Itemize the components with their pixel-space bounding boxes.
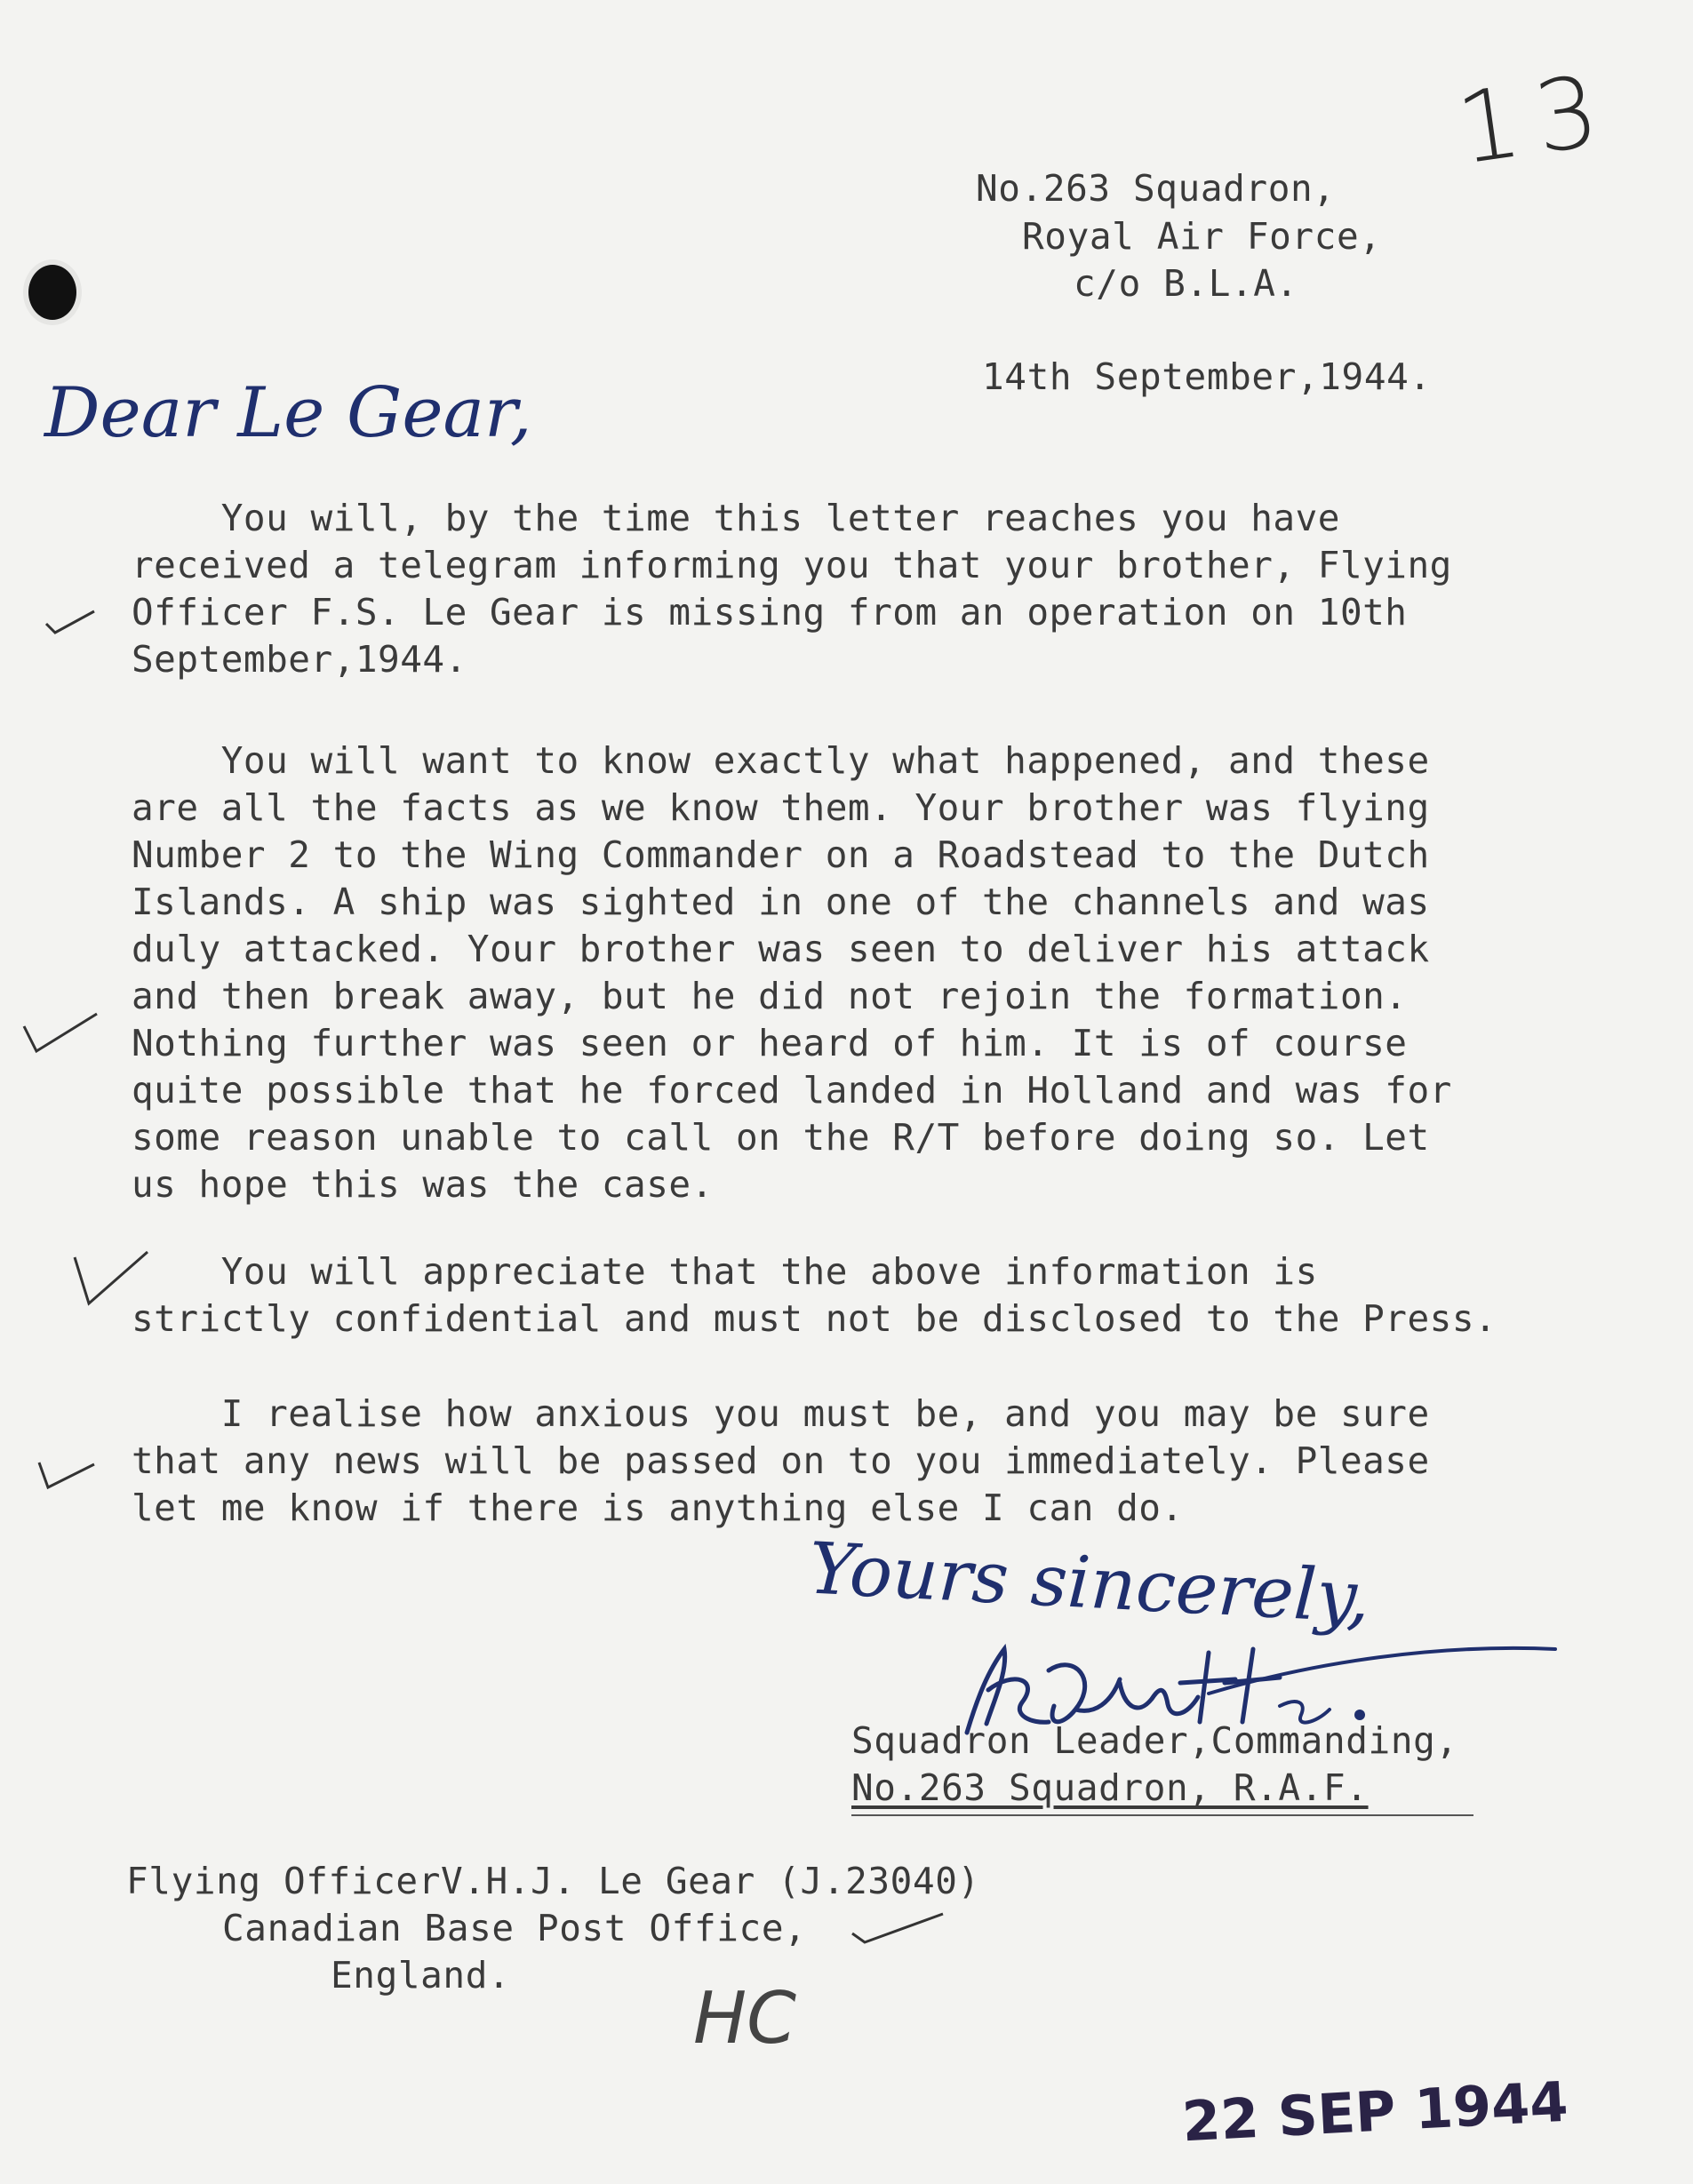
initials: HC xyxy=(693,1977,797,2060)
check-mark-icon xyxy=(44,604,98,640)
address-line: c/o B.L.A. xyxy=(1074,262,1298,305)
underline-rule xyxy=(851,1813,1473,1818)
check-mark-icon xyxy=(71,1248,151,1311)
body-paragraph: You will appreciate that the above information is strictly confidential and must not be disclosed to the Press. xyxy=(132,1250,1497,1340)
received-date-stamp: 22 SEP 1944 xyxy=(1180,2068,1570,2155)
body-paragraph: You will want to know exactly what happened, and these are all the facts as we know them. Your brother was flying Number 2 to the Wing Commander on a Roadstead to the Dutch Islands. A ship was sighted in one of the channels and was duly attacked. Your brother was seen to deliver his attack and then break away, but he did not rejoin the formation. Nothing further was seen or heard of him. It is of course quite possible that he forced landed in Holland and was for some reason unable to call on the R/T before doing so. Let us hope this was the case. xyxy=(132,739,1452,1206)
check-mark-icon xyxy=(22,1008,102,1062)
address-line: Royal Air Force, xyxy=(1022,215,1382,258)
signatory-title: Squadron Leader,Commanding, xyxy=(851,1719,1458,1762)
body-paragraph: You will, by the time this letter reaches you have received a telegram informing you that your brother, Flying Officer F.S. Le Gear is missing from an operation on 10th September,1944. xyxy=(132,497,1452,681)
recipient-line: Flying OfficerV.H.J. Le Gear (J.23040) xyxy=(126,1860,980,1902)
page-number: 13 xyxy=(1449,52,1622,187)
check-mark-icon xyxy=(849,1910,946,1946)
address-line: No.263 Squadron, xyxy=(976,167,1336,210)
recipient-line: Canadian Base Post Office, xyxy=(222,1907,807,1949)
letter-date: 14th September,1944. xyxy=(982,355,1432,398)
salutation: Dear Le Gear, xyxy=(44,373,532,453)
signatory-unit: No.263 Squadron, R.A.F. xyxy=(851,1766,1369,1809)
body-paragraph: I realise how anxious you must be, and you may be sure that any news will be passed on to you immediately. Please let me know if there is anything else I can do. xyxy=(132,1392,1430,1529)
punch-hole xyxy=(28,265,76,320)
closing: Yours sincerely, xyxy=(806,1526,1372,1639)
check-mark-icon xyxy=(36,1448,98,1493)
recipient-line: England. xyxy=(331,1954,511,1997)
